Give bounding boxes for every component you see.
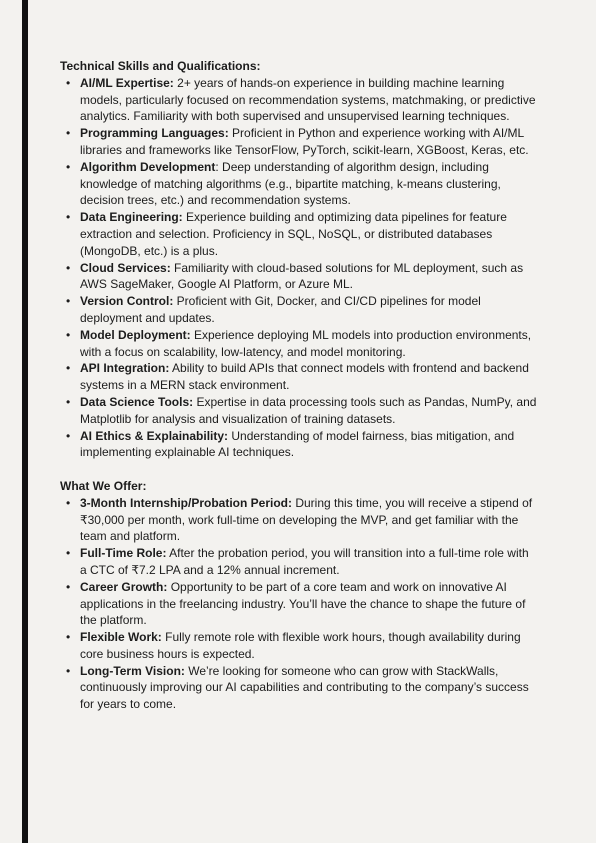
- list-item: [60, 360, 538, 394]
- list-item: [60, 545, 538, 579]
- item-text: : Deep understanding of algorithm design, including knowledge of matching algorithms (e.g., bipartite matching, k-means clustering, decision trees, etc.) and recommendation systems.: [80, 159, 501, 208]
- item-text: Proficient in Python and experience working with AI/ML libraries and frameworks like TensorFlow, PyTorch, scikit-learn, XGBoost, Keras, etc.: [80, 126, 529, 157]
- item-term: Version Control:: [80, 294, 174, 309]
- list-item: [60, 327, 538, 361]
- skills-list: [60, 75, 538, 461]
- list-item: [60, 125, 538, 159]
- document-body: [60, 58, 538, 713]
- item-text: Proficient with Git, Docker, and CI/CD pipelines for model deployment and updates.: [80, 294, 481, 325]
- offer-list: [60, 495, 538, 713]
- item-text: We’re looking for someone who can grow with StackWalls, continuously improving our AI capabilities and contributing to the company’s success for years to come.: [80, 663, 529, 712]
- item-text: Fully remote role with flexible work hours, though availability during core business hours is expected.: [80, 630, 521, 661]
- offer-section: [60, 478, 538, 713]
- item-term: Flexible Work:: [80, 630, 162, 645]
- item-term: AI/ML Expertise:: [80, 75, 174, 90]
- item-text: Understanding of model fairness, bias mitigation, and implementing explainable AI techniques.: [80, 428, 515, 460]
- list-item: [60, 394, 538, 428]
- item-term: Data Engineering:: [80, 210, 183, 225]
- list-item: [60, 579, 538, 629]
- item-text: Familiarity with cloud-based solutions for ML deployment, such as AWS SageMaker, Google AI Platform, or Azure ML.: [80, 260, 524, 292]
- list-item: [60, 428, 538, 462]
- list-item: [60, 209, 538, 259]
- item-text: Opportunity to be part of a core team and work on innovative AI applications in the freelancing industry. You’ll have the chance to shape the future of the platform.: [80, 579, 526, 628]
- list-item: [60, 75, 538, 125]
- item-term: AI Ethics & Explainability:: [80, 428, 229, 443]
- list-item: [60, 663, 538, 713]
- item-text: After the probation period, you will transition into a full-time role with a CTC of ₹7.2 LPA and a 12% annual increment.: [80, 546, 529, 577]
- list-item: [60, 629, 538, 663]
- list-item: [60, 495, 538, 545]
- item-term: Full-Time Role:: [80, 546, 167, 561]
- item-term: Programming Languages:: [80, 126, 229, 141]
- skills-section: [60, 58, 538, 461]
- list-item: [60, 260, 538, 294]
- item-text: 2+ years of hands-on experience in building machine learning models, particularly focused on recommendation systems, matchmaking, or predictive analytics. Familiarity with both supervised and unsupervised learning techniques.: [80, 75, 536, 124]
- item-term: Model Deployment:: [80, 327, 191, 342]
- item-term: Long-Term Vision:: [80, 663, 185, 678]
- item-text: Ability to build APIs that connect models with frontend and backend systems in a MERN stack environment.: [80, 361, 529, 393]
- list-item: [60, 293, 538, 327]
- item-text: Experience building and optimizing data pipelines for feature extraction and selection. Proficiency in SQL, NoSQL, or distributed databases (MongoDB, etc.) is a plus.: [80, 210, 507, 258]
- item-term: Algorithm Development: [80, 159, 216, 174]
- skills-heading: Technical Skills and Qualifications:: [60, 59, 261, 73]
- item-text: Expertise in data processing tools such as Pandas, NumPy, and Matplotlib for analysis and visualization of training datasets.: [80, 394, 537, 426]
- item-term: API Integration:: [80, 361, 170, 376]
- item-term: Career Growth:: [80, 579, 168, 594]
- item-term: Cloud Services:: [80, 260, 171, 275]
- offer-heading: What We Offer:: [60, 478, 147, 493]
- item-text: During this time, you will receive a stipend of ₹30,000 per month, work full-time on developing the MVP, and get familiar with the team and platform.: [80, 495, 533, 544]
- item-text: Experience deploying ML models into production environments, with a focus on scalability, low-latency, and model monitoring.: [80, 327, 532, 359]
- left-border-rule: [22, 0, 28, 843]
- item-term: Data Science Tools:: [80, 394, 194, 409]
- item-term: 3-Month Internship/Probation Period:: [80, 495, 292, 510]
- list-item: [60, 159, 538, 209]
